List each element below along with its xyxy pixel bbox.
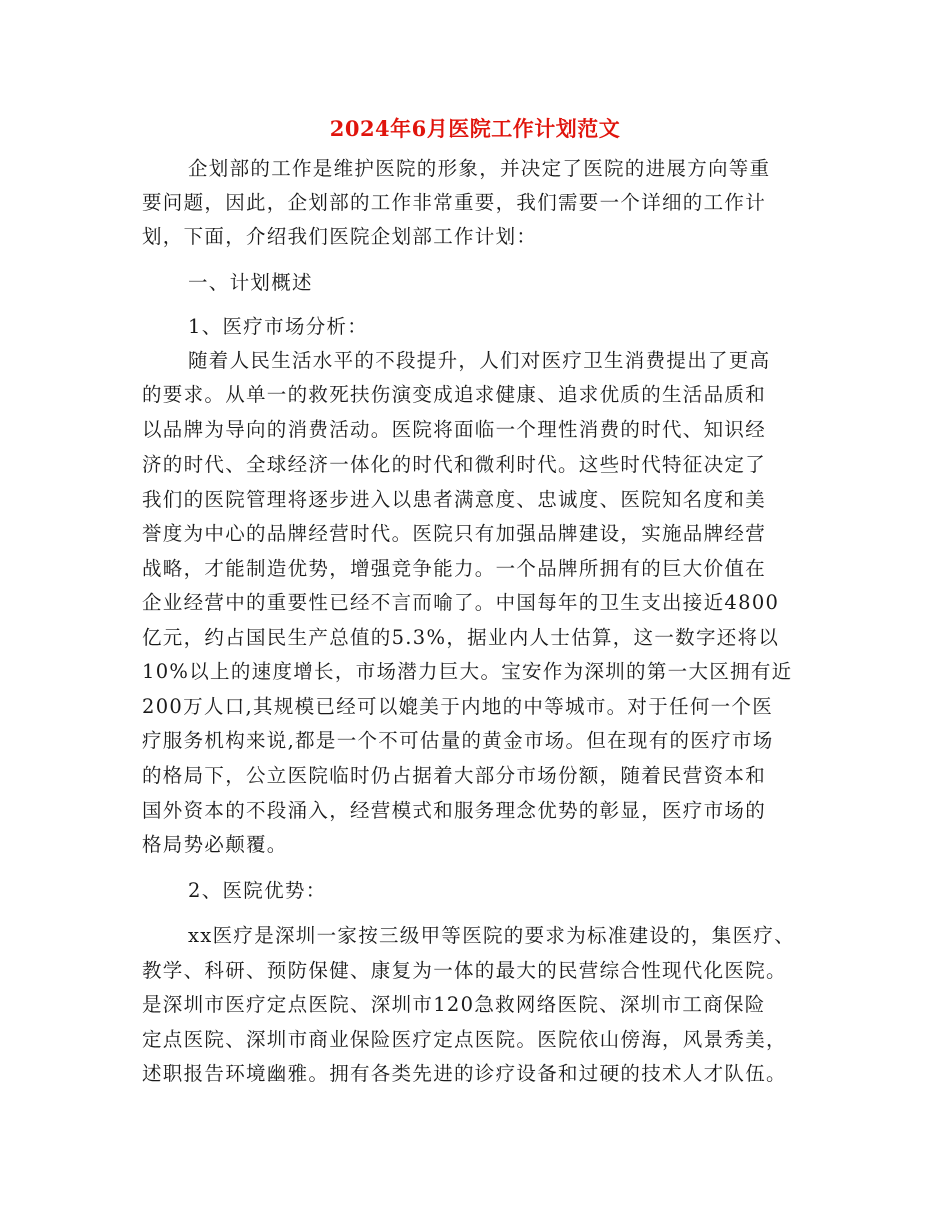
paragraph-line: 国外资本的不段涌入，经营模式和服务理念优势的彰显，医疗市场的 xyxy=(142,799,767,822)
paragraph-line: 企划部的工作是维护医院的形象，并决定了医院的进展方向等重 xyxy=(188,157,771,180)
paragraph-line: 的要求。从单一的救死扶伤演变成追求健康、追求优质的生活品质和 xyxy=(142,383,767,406)
subsection-heading: 2、医院优势： xyxy=(188,879,327,902)
paragraph-line: 的格局下，公立医院临时仍占据着大部分市场份额，随着民营资本和 xyxy=(142,764,767,787)
section-heading: 一、计划概述 xyxy=(188,271,313,294)
paragraph-line: 是深圳市医疗定点医院、深圳市120急救网络医院、深圳市工商保险 xyxy=(142,993,766,1016)
subsection-heading: 1、医疗市场分析： xyxy=(188,315,369,338)
paragraph-line: 格局势必颠覆。 xyxy=(142,833,288,856)
document-title: 2024年6月医院工作计划范文 xyxy=(329,116,621,141)
paragraph-line: 定点医院、深圳市商业保险医疗定点医院。医院依山傍海，风景秀美， xyxy=(142,1028,787,1051)
paragraph-line: 疗服务机构来说,都是一个不可估量的黄金市场。但在现有的医疗市场 xyxy=(142,729,774,752)
paragraph-line: 我们的医院管理将逐步进入以患者满意度、忠诚度、医院知名度和美 xyxy=(142,488,767,511)
paragraph-line: 济的时代、全球经济一体化的时代和微利时代。这些时代特征决定了 xyxy=(142,453,767,476)
paragraph-line: 亿元，约占国民生产总值的5.3%，据业内人士估算，这一数字还将以 xyxy=(142,626,780,649)
paragraph-line: 誉度为中心的品牌经营时代。医院只有加强品牌建设，实施品牌经营 xyxy=(142,522,767,545)
paragraph-line: 随着人民生活水平的不段提升，人们对医疗卫生消费提出了更高 xyxy=(188,349,771,372)
paragraph-line: 教学、科研、预防保健、康复为一体的最大的民营综合性现代化医院。 xyxy=(142,959,787,982)
paragraph-line: 200万人口,其规模已经可以媲美于内地的中等城市。对于任何一个医 xyxy=(142,695,774,718)
paragraph-line: 企业经营中的重要性已经不言而喻了。中国每年的卫生支出接近4800 xyxy=(142,591,780,614)
paragraph-line: 以品牌为导向的消费活动。医院将面临一个理性消费的时代、知识经 xyxy=(142,418,767,441)
paragraph-line: 10%以上的速度增长，市场潜力巨大。宝安作为深圳的第一大区拥有近 xyxy=(142,660,793,683)
paragraph-line: 战略，才能制造优势，增强竞争能力。一个品牌所拥有的巨大价值在 xyxy=(142,557,767,580)
paragraph-line: 要问题，因此，企划部的工作非常重要，我们需要一个详细的工作计 xyxy=(142,191,767,214)
paragraph-line: xx医疗是深圳一家按三级甲等医院的要求为标准建设的，集医疗、 xyxy=(188,924,795,947)
paragraph-line: 述职报告环境幽雅。拥有各类先进的诊疗设备和过硬的技术人才队伍。 xyxy=(142,1062,787,1085)
paragraph-line: 划，下面，介绍我们医院企划部工作计划： xyxy=(142,225,538,248)
